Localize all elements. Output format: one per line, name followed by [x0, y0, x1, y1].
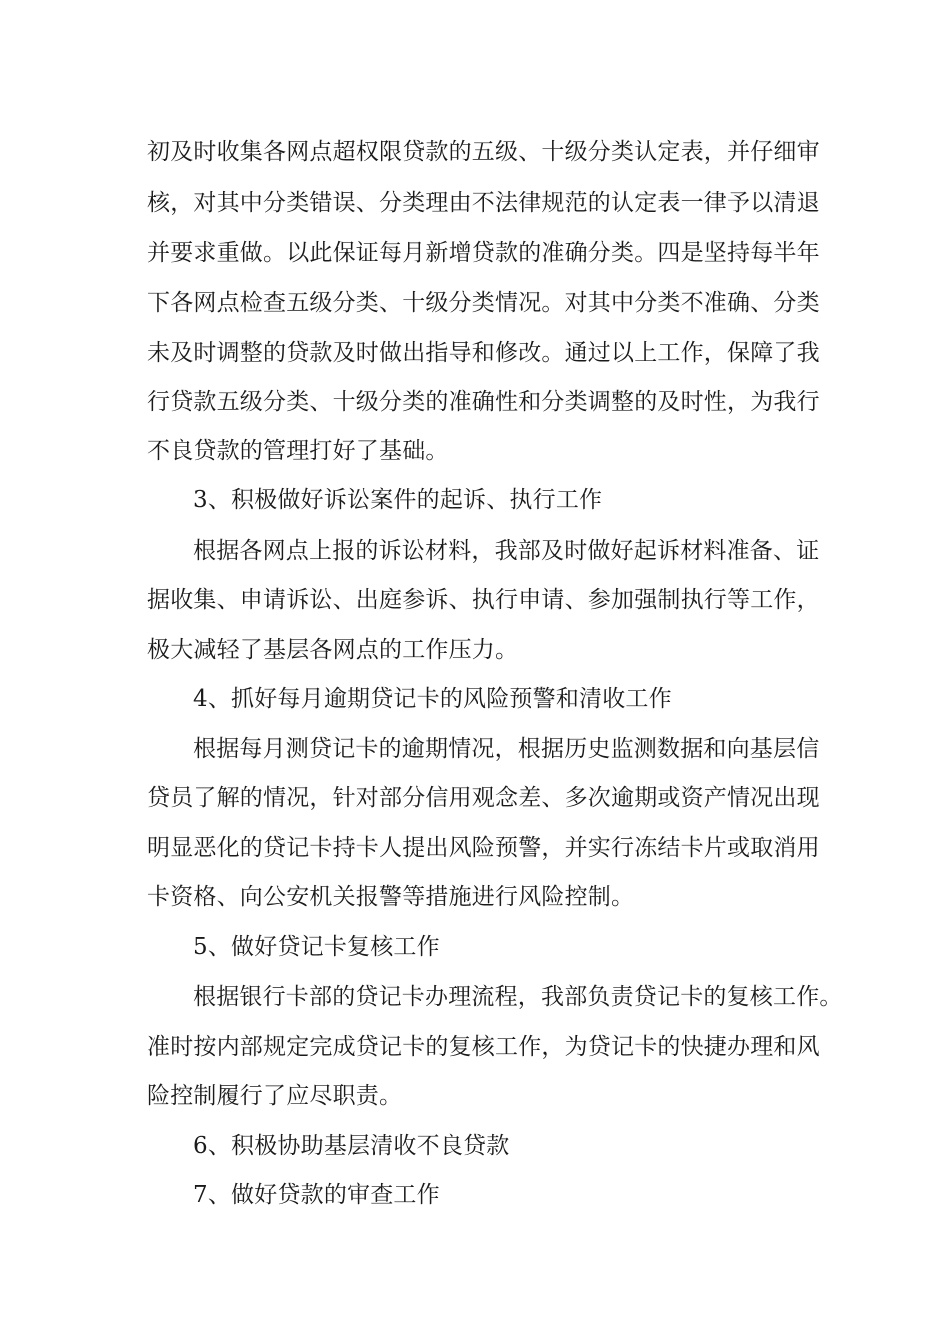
- text-line: 未及时调整的贷款及时做出指导和修改。通过以上工作，保障了我: [147, 340, 820, 366]
- text-line: 并要求重做。以此保证每月新增贷款的准确分类。四是坚持每半年: [147, 240, 820, 266]
- text-line: 明显恶化的贷记卡持卡人提出风险预警，并实行冻结卡片或取消用: [147, 835, 820, 861]
- text-line: 根据各网点上报的诉讼材料，我部及时做好起诉材料准备、证: [193, 538, 820, 564]
- text-line: 核，对其中分类错误、分类理由不法律规范的认定表一律予以清退: [147, 190, 820, 216]
- text-line: 据收集、申请诉讼、出庭参诉、执行申请、参加强制执行等工作，: [147, 587, 820, 613]
- text-line: 贷员了解的情况，针对部分信用观念差、多次逾期或资产情况出现: [147, 785, 820, 811]
- text-line: 根据每月测贷记卡的逾期情况，根据历史监测数据和向基层信: [193, 736, 820, 762]
- section-heading: 4、抓好每月逾期贷记卡的风险预警和清收工作: [193, 686, 672, 712]
- section-heading: 6、积极协助基层清收不良贷款: [193, 1133, 510, 1159]
- text-line: 下各网点检查五级分类、十级分类情况。对其中分类不准确、分类: [147, 290, 820, 316]
- text-line: 行贷款五级分类、十级分类的准确性和分类调整的及时性，为我行: [147, 389, 820, 415]
- section-heading: 5、做好贷记卡复核工作: [193, 934, 440, 960]
- text-line: 根据银行卡部的贷记卡办理流程，我部负责贷记卡的复核工作。: [193, 984, 843, 1010]
- text-line: 准时按内部规定完成贷记卡的复核工作，为贷记卡的快捷办理和风: [147, 1034, 820, 1060]
- text-line: 卡资格、向公安机关报警等措施进行风险控制。: [147, 884, 635, 910]
- section-heading: 7、做好贷款的审查工作: [193, 1182, 440, 1208]
- text-line: 险控制履行了应尽职责。: [147, 1083, 403, 1109]
- text-line: 极大减轻了基层各网点的工作压力。: [147, 637, 519, 663]
- text-line: 初及时收集各网点超权限贷款的五级、十级分类认定表，并仔细审: [147, 139, 820, 165]
- text-line: 不良贷款的管理打好了基础。: [147, 438, 449, 464]
- section-heading: 3、积极做好诉讼案件的起诉、执行工作: [193, 487, 603, 513]
